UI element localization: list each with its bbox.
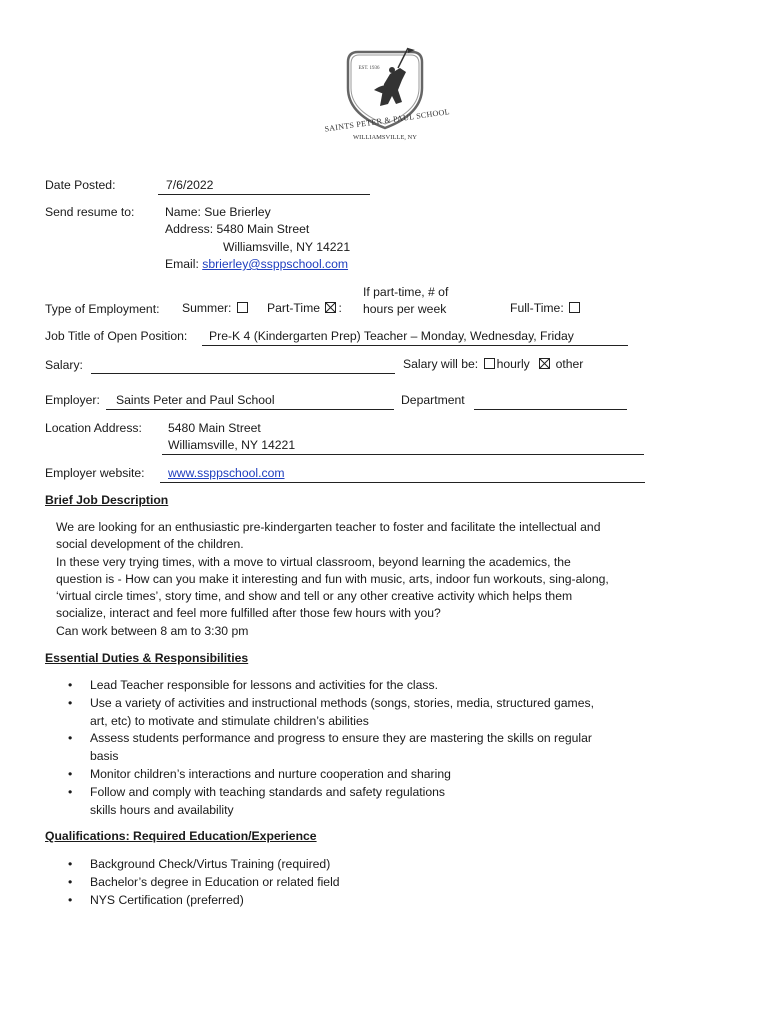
salary-label: Salary: — [45, 358, 83, 372]
duty-line: Assess students performance and progress to ensure they are mastering the skills on regular — [90, 731, 592, 746]
brief-line: We are looking for an enthusiastic pre-kindergarten teacher to foster and facilitate the intellectual and — [56, 520, 601, 534]
date-posted-underline — [158, 194, 370, 195]
list-item — [68, 892, 340, 910]
list-item — [68, 766, 594, 784]
job-title-label: Job Title of Open Position: — [45, 329, 188, 343]
qualification-line: NYS Certification (preferred) — [90, 892, 244, 907]
employer-label: Employer: — [45, 393, 100, 407]
brief-line: socialize, interact and feel more fulfilled after those few hours with you? — [56, 606, 441, 621]
qualifications-list — [68, 856, 340, 909]
logo-town: WILLIAMSVILLE, NY — [353, 134, 417, 141]
hourly-label: hourly — [496, 357, 530, 371]
hourly-checkbox[interactable] — [484, 358, 495, 369]
bullet: • — [68, 766, 73, 781]
bullet: • — [68, 892, 73, 907]
contact-address-line2: Williamsville, NY 14221 — [223, 240, 351, 254]
brief-line: ‘virtual circle times’, story time, and show and tell or any other creative activity which helps them — [56, 589, 573, 604]
duty-line: Follow and comply with teaching standards and safety regulations — [90, 784, 445, 799]
other-label: other — [555, 357, 584, 371]
duty-line: art, etc) to motivate and stimulate children’s abilities — [90, 713, 369, 728]
contact-email-row — [165, 257, 348, 271]
location-label: Location Address: — [45, 421, 142, 435]
summer-label: Summer: — [182, 301, 232, 315]
salary-underline — [91, 373, 395, 374]
list-item — [68, 677, 594, 695]
duty-line: Monitor children’s interactions and nurture cooperation and sharing — [90, 766, 451, 781]
list-item — [68, 856, 340, 874]
duty-line: Use a variety of activities and instructional methods (songs, stories, media, structured games, — [90, 695, 594, 710]
website-link[interactable]: www.ssppschool.com — [168, 466, 285, 480]
location-line1: 5480 Main Street — [168, 421, 261, 435]
send-resume-label: Send resume to: — [45, 205, 135, 219]
bullet: • — [68, 678, 73, 692]
qualifications-heading: Qualifications: Required Education/Experience — [45, 829, 317, 843]
bullet: • — [68, 731, 73, 746]
duty-line: skills hours and availability — [90, 802, 234, 817]
logo-school-name: SAINTS PETER & PAUL SCHOOL — [323, 107, 451, 134]
other-checkbox[interactable] — [539, 358, 550, 369]
department-value[interactable] — [478, 391, 626, 407]
hours-label-line1: If part-time, # of — [363, 285, 449, 299]
contact-address-line1: Address: 5480 Main Street — [165, 222, 310, 236]
qualification-line: Bachelor’s degree in Education or related field — [90, 874, 340, 889]
job-title-underline — [202, 345, 628, 346]
parttime-option — [267, 301, 342, 315]
job-title-value: Pre-K 4 (Kindergarten Prep) Teacher – Monday, Wednesday, Friday — [209, 329, 574, 343]
location-underline — [162, 454, 644, 455]
website-label: Employer website: — [45, 466, 145, 480]
list-item — [68, 730, 594, 766]
brief-line: Can work between 8 am to 3:30 pm — [56, 623, 249, 638]
parttime-colon: : — [338, 301, 342, 315]
contact-email-label: Email: — [165, 257, 203, 271]
bullet: • — [68, 874, 73, 889]
department-label: Department — [401, 393, 465, 407]
list-item — [68, 784, 594, 820]
summer-option — [182, 301, 250, 315]
qualification-line: Background Check/Virtus Training (required) — [90, 857, 331, 871]
summer-checkbox[interactable] — [237, 302, 248, 313]
contact-name: Name: Sue Brierley — [165, 205, 271, 219]
fulltime-checkbox[interactable] — [569, 302, 580, 313]
contact-email-link[interactable]: sbrierley@ssppschool.com — [202, 257, 349, 271]
employer-underline — [106, 409, 394, 410]
salary-value[interactable] — [96, 356, 392, 372]
brief-line: social development of the children. — [56, 537, 244, 552]
brief-line: In these very trying times, with a move to virtual classroom, beyond learning the academics, the — [56, 554, 571, 569]
brief-description-body — [56, 519, 656, 640]
list-item — [68, 874, 340, 892]
logo-est-text: EST. 1936 — [358, 66, 380, 71]
salary-will-be-label: Salary will be: — [403, 357, 479, 371]
school-crest-icon — [318, 44, 452, 148]
list-item — [68, 695, 594, 731]
hours-label-line2: hours per week — [363, 302, 447, 316]
brief-line: question is - How can you make it interesting and fun with music, arts, indoor fun workouts, sing-along, — [56, 571, 609, 586]
brief-description-heading: Brief Job Description — [45, 493, 169, 507]
website-underline — [160, 482, 645, 483]
duties-list — [68, 677, 594, 819]
employment-type-label: Type of Employment: — [45, 302, 160, 316]
location-line2: Williamsville, NY 14221 — [168, 438, 296, 452]
bullet: • — [68, 695, 73, 710]
parttime-label: Part-Time — [267, 301, 321, 315]
duty-line: Lead Teacher responsible for lessons and activities for the class. — [90, 678, 438, 692]
parttime-checkbox[interactable] — [325, 302, 336, 313]
school-logo — [318, 44, 452, 148]
salary-basis-row — [403, 357, 583, 371]
bullet: • — [68, 857, 73, 871]
department-underline — [474, 409, 627, 410]
fulltime-option — [510, 301, 582, 315]
bullet: • — [68, 784, 73, 799]
date-posted-value: 7/6/2022 — [166, 178, 214, 192]
duties-heading: Essential Duties & Responsibilities — [45, 651, 249, 665]
employer-value: Saints Peter and Paul School — [116, 393, 275, 407]
date-posted-label: Date Posted: — [45, 178, 116, 192]
duty-line: basis — [90, 749, 119, 764]
fulltime-label: Full-Time: — [510, 301, 564, 315]
